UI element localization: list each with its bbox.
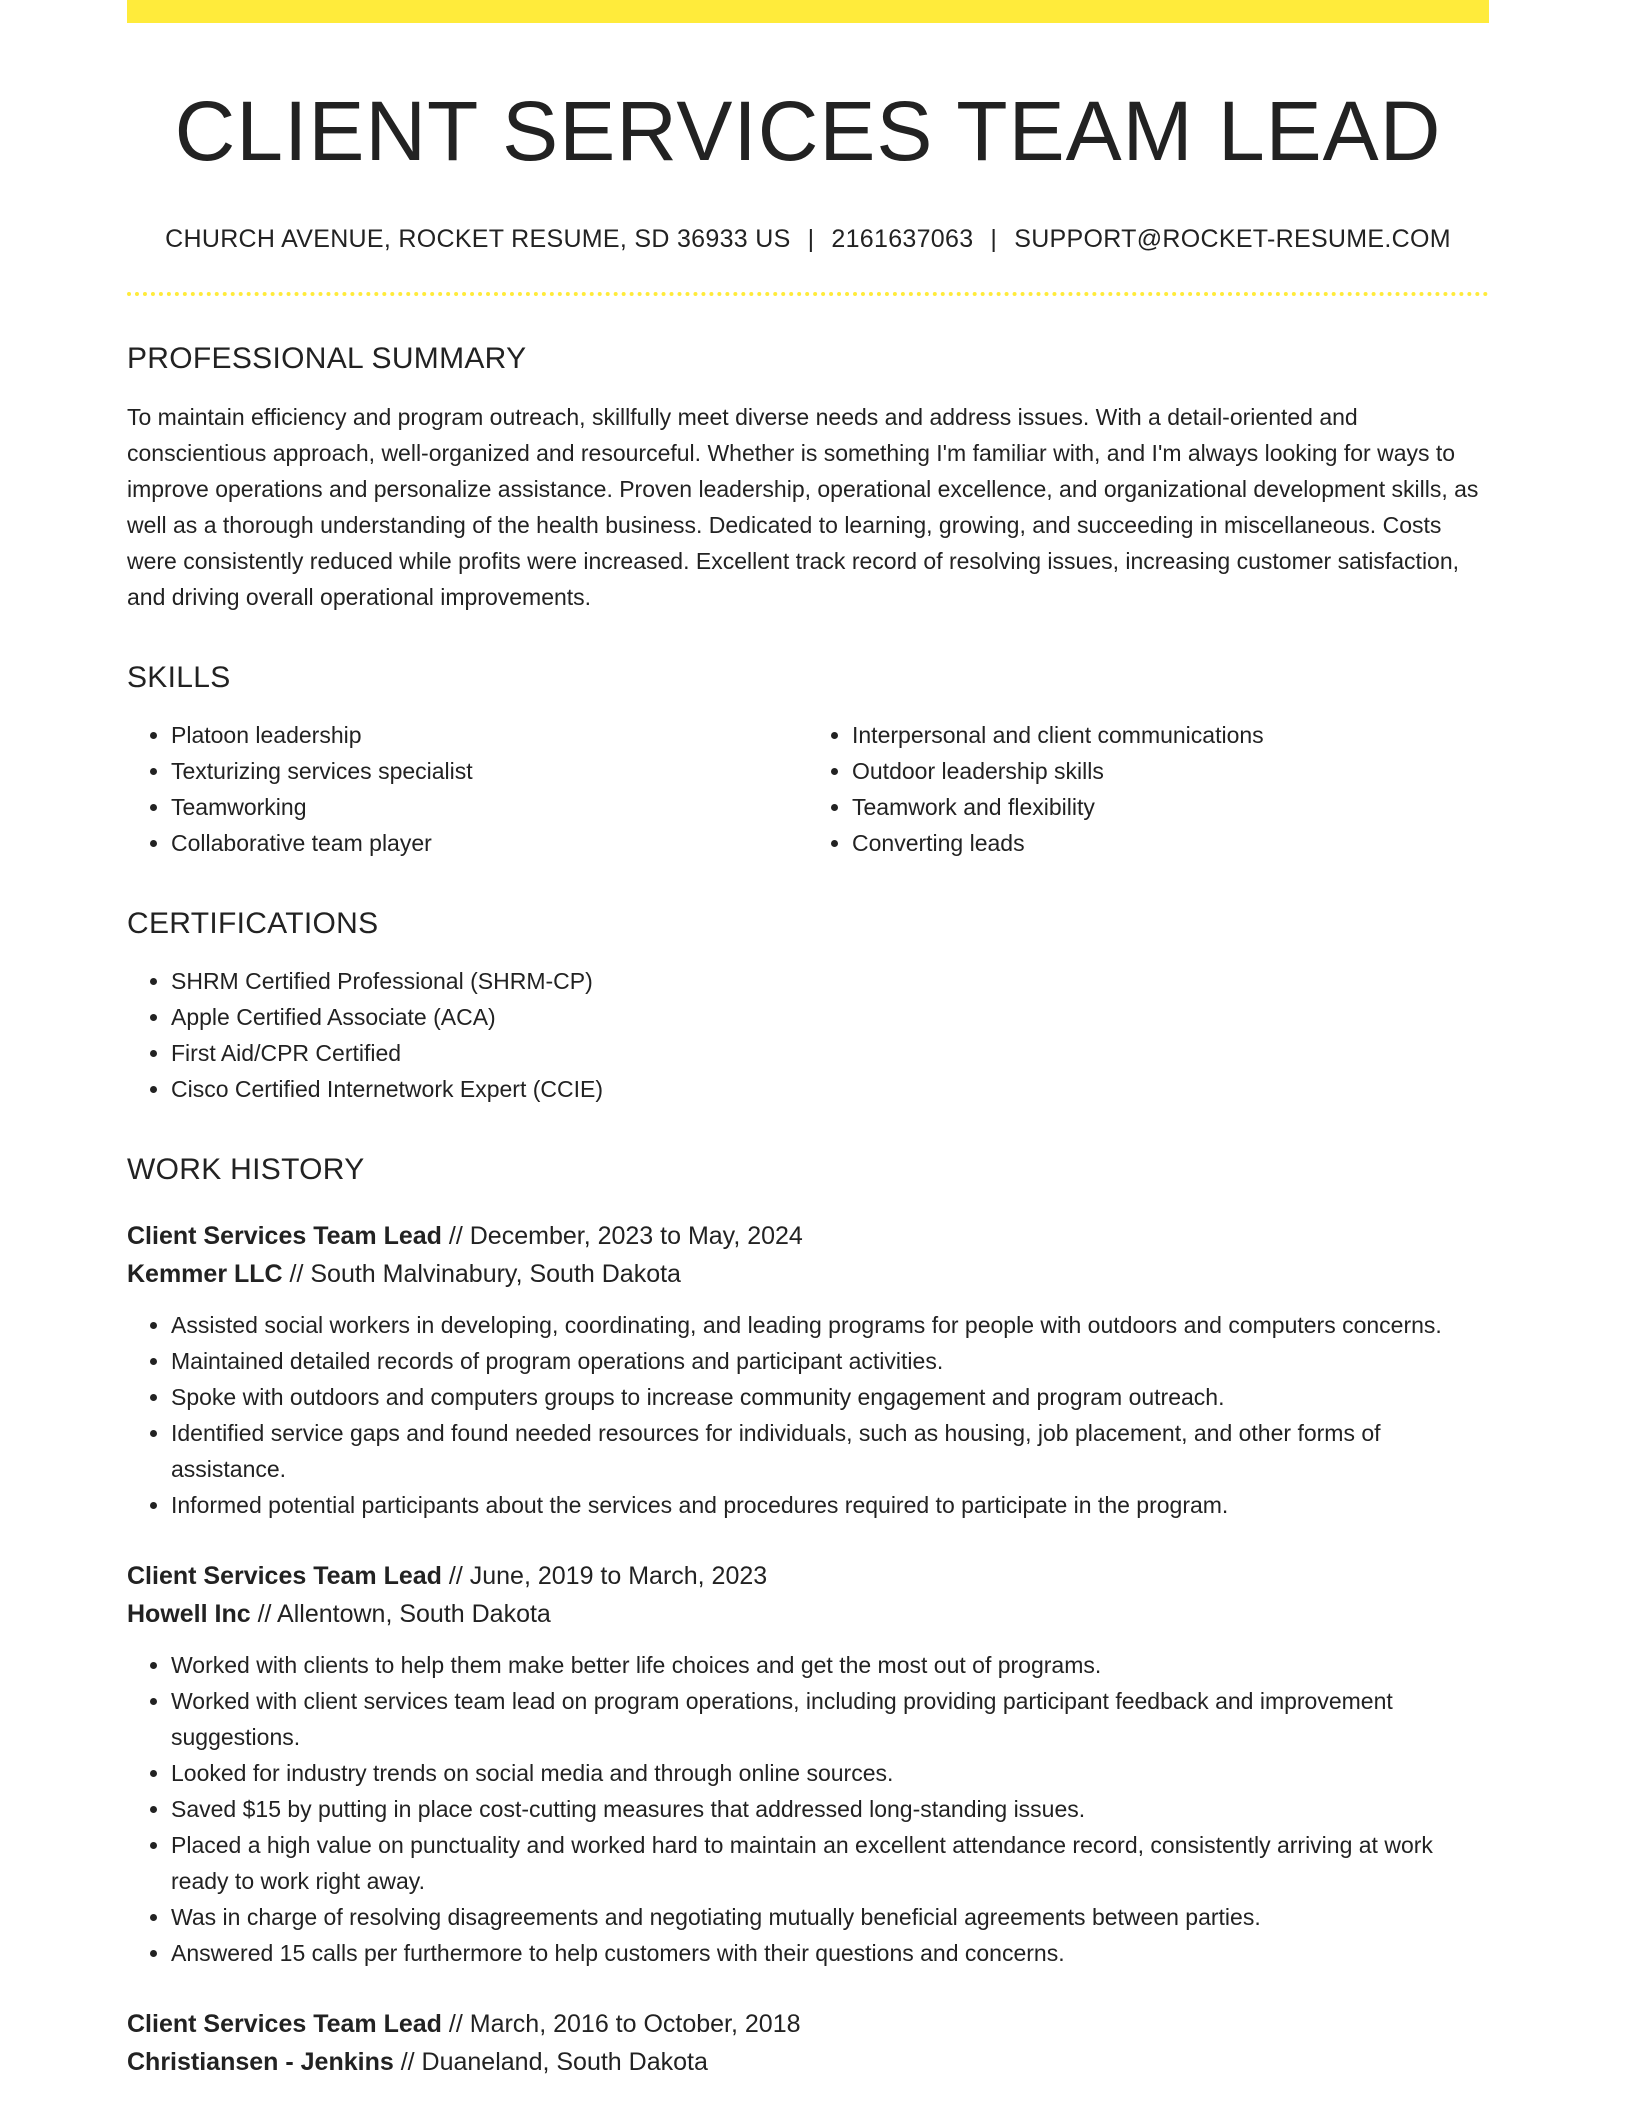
certification-item: • First Aid/CPR Certified (171, 1035, 1489, 1071)
accent-top-bar (127, 0, 1489, 23)
resume-page (127, 0, 1489, 2081)
job-title: Client Services Team Lead (127, 1562, 442, 1591)
job-bullet: • Identified service gaps and found needed resources for individuals, such as housing, job placement, and other forms of assistance. (171, 1415, 1489, 1487)
job-bullet: • Informed potential participants about the services and procedures required to participate in the program. (171, 1487, 1489, 1523)
job-bullet: • Maintained detailed records of program operations and participant activities. (171, 1343, 1489, 1379)
job-company: Howell Inc (127, 1600, 251, 1629)
job-bullet: • Spoke with outdoors and computers groups to increase community engagement and program outreach. (171, 1379, 1489, 1415)
contact-phone: 2161637063 (831, 225, 974, 254)
job-location: // Allentown, South Dakota (250, 1600, 551, 1629)
skills-list (127, 717, 1489, 861)
skill-item: • Teamwork and flexibility (852, 789, 1489, 825)
job-company: Christiansen - Jenkins (127, 2048, 394, 2077)
job-company: Kemmer LLC (127, 1260, 283, 1289)
job-bullet: • Worked with clients to help them make better life choices and get the most out of programs. (171, 1647, 1489, 1683)
skills-column-left (127, 717, 808, 861)
summary-text: To maintain efficiency and program outreach, skillfully meet diverse needs and address issues. With a detail-oriented and conscientious approach, well-organized and resourceful. Whether is something I'm familiar with, and I'm always looking for ways to improve operations and personalize assistance. Proven leadership, operational excellence, and organizational development skills, as well as a thorough understanding of the health business. Dedicated to learning, growing, and succeeding in miscellaneous. Costs were consistently reduced while profits were increased. Excellent track record of resolving issues, increasing customer satisfaction, and driving overall operational improvements. (127, 404, 1479, 611)
job-dates: // June, 2019 to March, 2023 (441, 1562, 768, 1591)
job-bullet: • Worked with client services team lead on program operations, including providing participant feedback and improvement suggestions. (171, 1683, 1489, 1755)
job-bullet: • Answered 15 calls per furthermore to help customers with their questions and concerns. (171, 1935, 1489, 1971)
job-bullets (127, 1647, 1489, 1971)
job-title: Client Services Team Lead (127, 2010, 442, 2039)
job-bullet: • Saved $15 by putting in place cost-cutting measures that addressed long-standing issues. (171, 1791, 1489, 1827)
contact-email: SUPPORT@ROCKET-RESUME.COM (1014, 225, 1451, 254)
skill-item: • Collaborative team player (171, 825, 808, 861)
contact-separator: | (807, 225, 815, 254)
job-bullets (127, 1307, 1489, 1523)
job-title-line (127, 1217, 1489, 1255)
dotted-divider (127, 292, 1489, 296)
job-entry (127, 1557, 1489, 1971)
job-entry (127, 1217, 1489, 1523)
job-location: // Duaneland, South Dakota (393, 2048, 708, 2077)
certifications-list (127, 963, 1489, 1107)
job-title-line (127, 1557, 1489, 1595)
certification-item: • SHRM Certified Professional (SHRM-CP) (171, 963, 1489, 999)
job-company-line (127, 2043, 1489, 2081)
job-bullet: • Placed a high value on punctuality and worked hard to maintain an excellent attendance record, consistently arriving at work ready to work right away. (171, 1827, 1489, 1899)
job-location: // South Malvinabury, South Dakota (282, 1260, 681, 1289)
job-title: Client Services Team Lead (127, 1222, 442, 1251)
skill-item: • Teamworking (171, 789, 808, 825)
skill-item: • Outdoor leadership skills (852, 753, 1489, 789)
certification-item: • Cisco Certified Internetwork Expert (CCIE) (171, 1071, 1489, 1107)
job-bullet: • Looked for industry trends on social media and through online sources. (171, 1755, 1489, 1791)
job-company-line (127, 1595, 1489, 1633)
summary-heading: PROFESSIONAL SUMMARY (127, 342, 527, 376)
job-title-line (127, 2005, 1489, 2043)
contact-line (127, 225, 1489, 254)
contact-address: CHURCH AVENUE, ROCKET RESUME, SD 36933 US (165, 225, 791, 254)
job-bullet: • Assisted social workers in developing, coordinating, and leading programs for people with outdoors and computers concerns. (171, 1307, 1489, 1343)
contact-separator: | (990, 225, 998, 254)
certification-item: • Apple Certified Associate (ACA) (171, 999, 1489, 1035)
skill-item: • Converting leads (852, 825, 1489, 861)
job-entry (127, 2005, 1489, 2081)
skill-item: • Texturizing services specialist (171, 753, 808, 789)
job-company-line (127, 1255, 1489, 1293)
skill-item: • Platoon leadership (171, 717, 808, 753)
job-dates: // March, 2016 to October, 2018 (441, 2010, 801, 2039)
job-bullet: • Was in charge of resolving disagreements and negotiating mutually beneficial agreements between parties. (171, 1899, 1489, 1935)
certifications-heading: CERTIFICATIONS (127, 907, 379, 941)
skills-column-right (808, 717, 1489, 861)
skill-item: • Interpersonal and client communications (852, 717, 1489, 753)
resume-title: CLIENT SERVICES TEAM LEAD (174, 84, 1442, 178)
skills-heading: SKILLS (127, 661, 231, 695)
work-history-heading: WORK HISTORY (127, 1153, 365, 1187)
job-dates: // December, 2023 to May, 2024 (441, 1222, 803, 1251)
